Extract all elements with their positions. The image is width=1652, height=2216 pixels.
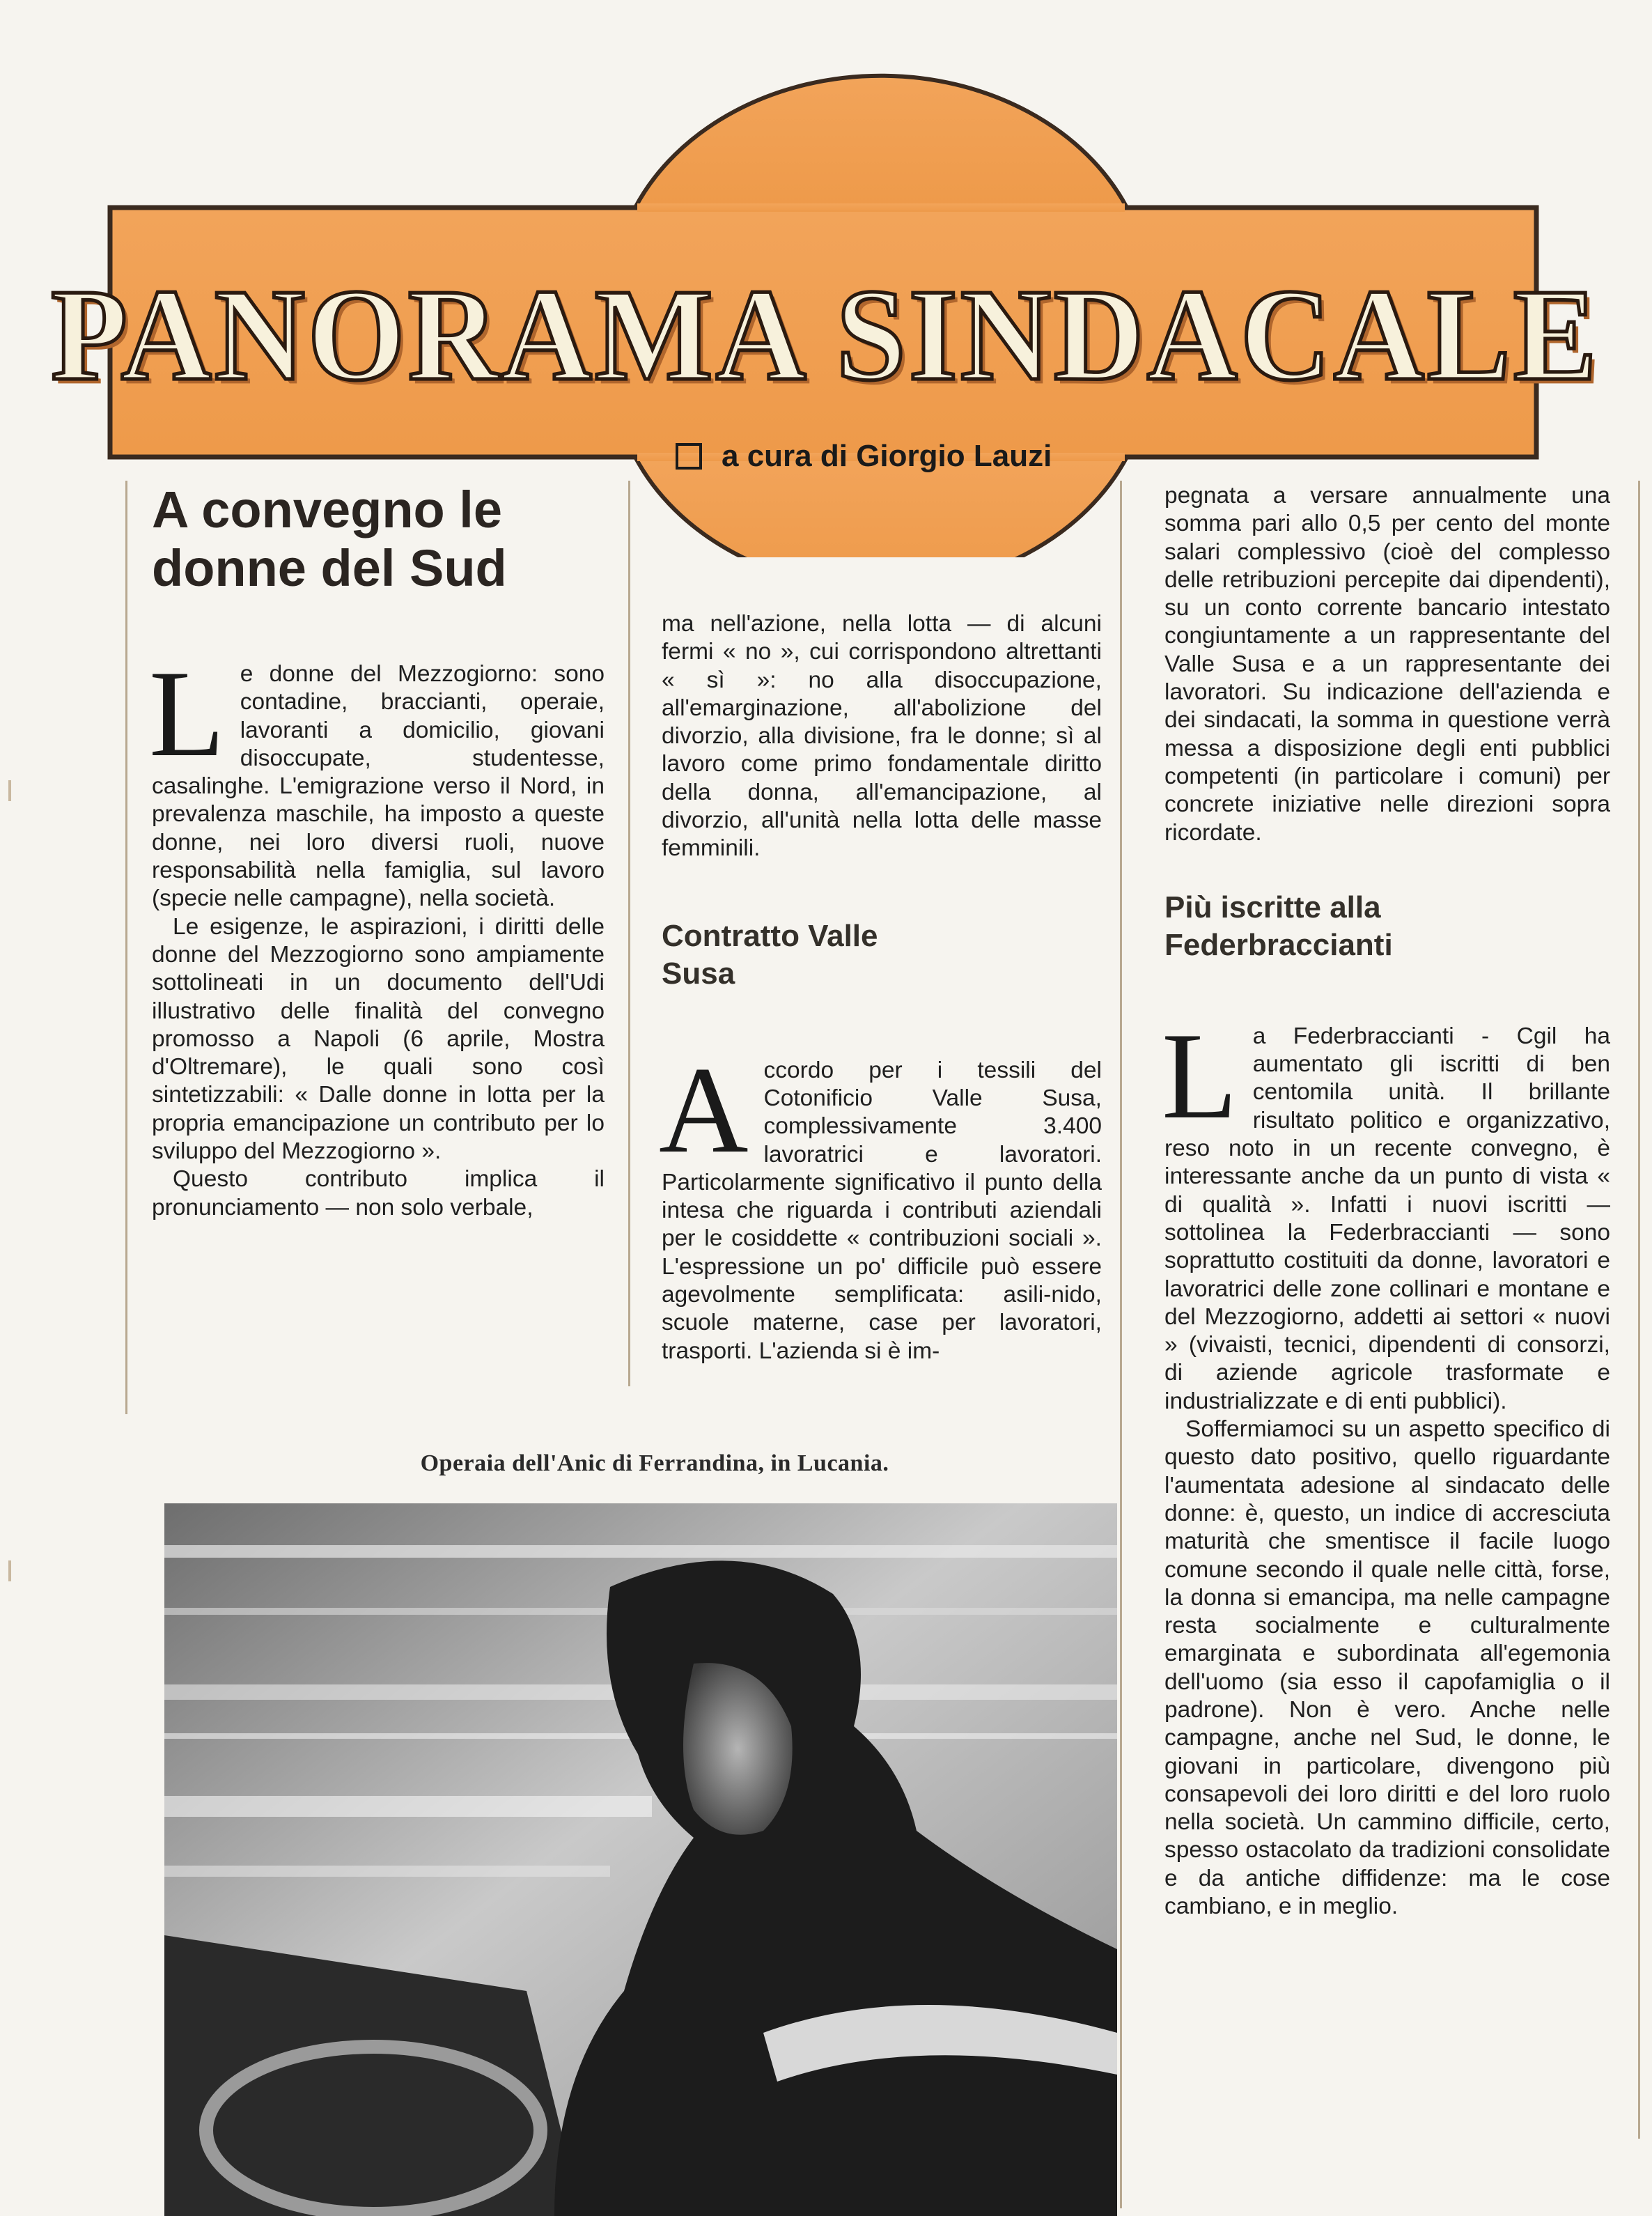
paragraph: Le esigenze, le aspirazioni, i diritti delle donne del Mezzogiorno sono ampiamente sottolineati in un documento dell'Udi illustrativo delle finalità del convegno promosso a Napoli (6 aprile, Mostra d'Oltremare), le quali sono così sintetizzabili: « Dalle donne in lotta per la propria emancipazione un contributo per lo sviluppo del Mezzogiorno ». [152, 913, 605, 1165]
masthead-title: PANORAMA SINDACALE [51, 261, 1600, 408]
column-middle [659, 610, 1102, 1365]
dropcap: A [659, 1040, 749, 1179]
paragraph: Questo contributo implica il pronunciamento — non solo verbale, [152, 1166, 605, 1221]
paragraph-text: e donne del Mezzogiorno: sono contadine, braccianti, operaie, lavoranti a domicilio, giovani disoccupate, studentesse, casalinghe. L'emigrazione verso il Nord, in prevalenza maschile, ha imposto a queste donne, nei loro diversi ruoli, nuove responsabilità nella famiglia, sul lavoro (specie nelle campagne), nella società. [152, 661, 605, 912]
column-rule-mid-1 [628, 481, 630, 1386]
paragraph-text: ccordo per i tessili del Cotonificio Valle Susa, complessivamente 3.400 lavoratrici e lavoratori. Particolarmente significativo il punto della intesa che riguarda i contributi aziendali per le cosiddette « contribuzioni sociali ». L'espressione un po' difficile può essere agevolmente semplificata: asili-nido, scuole materne, case per lavoratori, trasporti. L'azienda si è im- [662, 1057, 1102, 1364]
paragraph [659, 1040, 1102, 1365]
column-rule-left [125, 481, 127, 1414]
photo-image [164, 1503, 1117, 2216]
photo-caption: Operaia dell'Anic di Ferrandina, in Lucania. [420, 1450, 889, 1476]
article-continuation: ma nell'azione, nella lotta — di alcuni fermi « no », cui corrispondono altrettanti « sì »: no alla disoccupazione, all'emarginazione, all'abolizione del divorzio, alla divisione, fra le donne; sì al lavoro come primo fondamentale diritto della donna, all'emancipazione, al divorzio, all'unità nella lotta delle masse femminili. [662, 611, 1102, 862]
paragraph: Soffermiamoci su un aspetto specifico di questo dato positivo, quello riguardante l'aumentata adesione al sindacato delle donne: è, questo, un indice di accresciuta maturità che smentisce il facile luogo comune secondo il quale nelle città, forse, la donna si emancipa, ma nelle campagne resta socialmente e culturalmente emarginata e subordinata all'egemonia dell'uomo (sia esso il capofamiglia o il padrone). Non è vero. Anche nelle campagne, anche nel Sud, le donne, le giovani in particolare, divengono più consapevoli dei loro diritti e del loro ruolo nella società. Un cammino difficile, certo, spesso ostacolato da tradizioni consolidate e da antiche diffidenze: ma le cose cambiano, e in meglio. [1164, 1416, 1610, 1920]
dropcap: L [1162, 1006, 1238, 1145]
byline [676, 432, 1121, 481]
article-body [149, 644, 605, 1222]
column-rule-mid-2 [1120, 481, 1122, 2208]
article-title: Più iscritte alla Federbraccianti [1164, 890, 1393, 962]
paragraph-text: a Federbraccianti - Cgil ha aumentato gli iscritti di ben centomila unità. Il brillante risultato politico e organizzativo, reso noto in un recente convegno, è interessante anche da un punto di vista « di qualità ». Infatti i nuovi iscritti — sottolinea la Federbraccianti — sono soprattutto costituiti da donne, lavoratori e lavoratrici delle zone collinari e montane e del Mezzogiorno, addetti ai settori « nuovi » (vivaisti, tecnici, dipendenti di consorzi, di aziende agricole trasformate e industrializzate e di enti pubblici). [1164, 1023, 1610, 1414]
article-title: Contratto Valle Susa [662, 918, 878, 991]
column-right [1164, 482, 1610, 1921]
column-rule-right [1638, 481, 1640, 2139]
article-body [1162, 1006, 1610, 1921]
article-donne-sud [149, 481, 605, 1222]
paragraph [149, 644, 605, 913]
byline-text: a cura di Giorgio Lauzi [722, 439, 1052, 473]
article-body [659, 1040, 1102, 1365]
article-continuation: pegnata a versare annualmente una somma pari allo 0,5 per cento del monte salari complessivo (cioè del complesso delle retribuzioni percepite dai dipendenti), su un conto corrente bancario intestato congiuntamente a un rappresentante del Valle Susa e a un rappresentante dei lavoratori. Su indicazione dell'azienda e dei sindacati, la somma in questione verrà messa a disposizione degli enti pubblici competenti (in particolare i comuni) per concrete iniziative nelle direzioni sopra ricordate. [1164, 483, 1610, 846]
photo-worker [164, 1503, 1117, 2216]
article-title: A convegno le donne del Sud [152, 481, 507, 597]
page-mark [8, 1560, 11, 1581]
dropcap: L [149, 644, 225, 782]
byline-box-icon [676, 443, 702, 470]
paragraph [1162, 1006, 1610, 1416]
page-mark [8, 780, 11, 801]
